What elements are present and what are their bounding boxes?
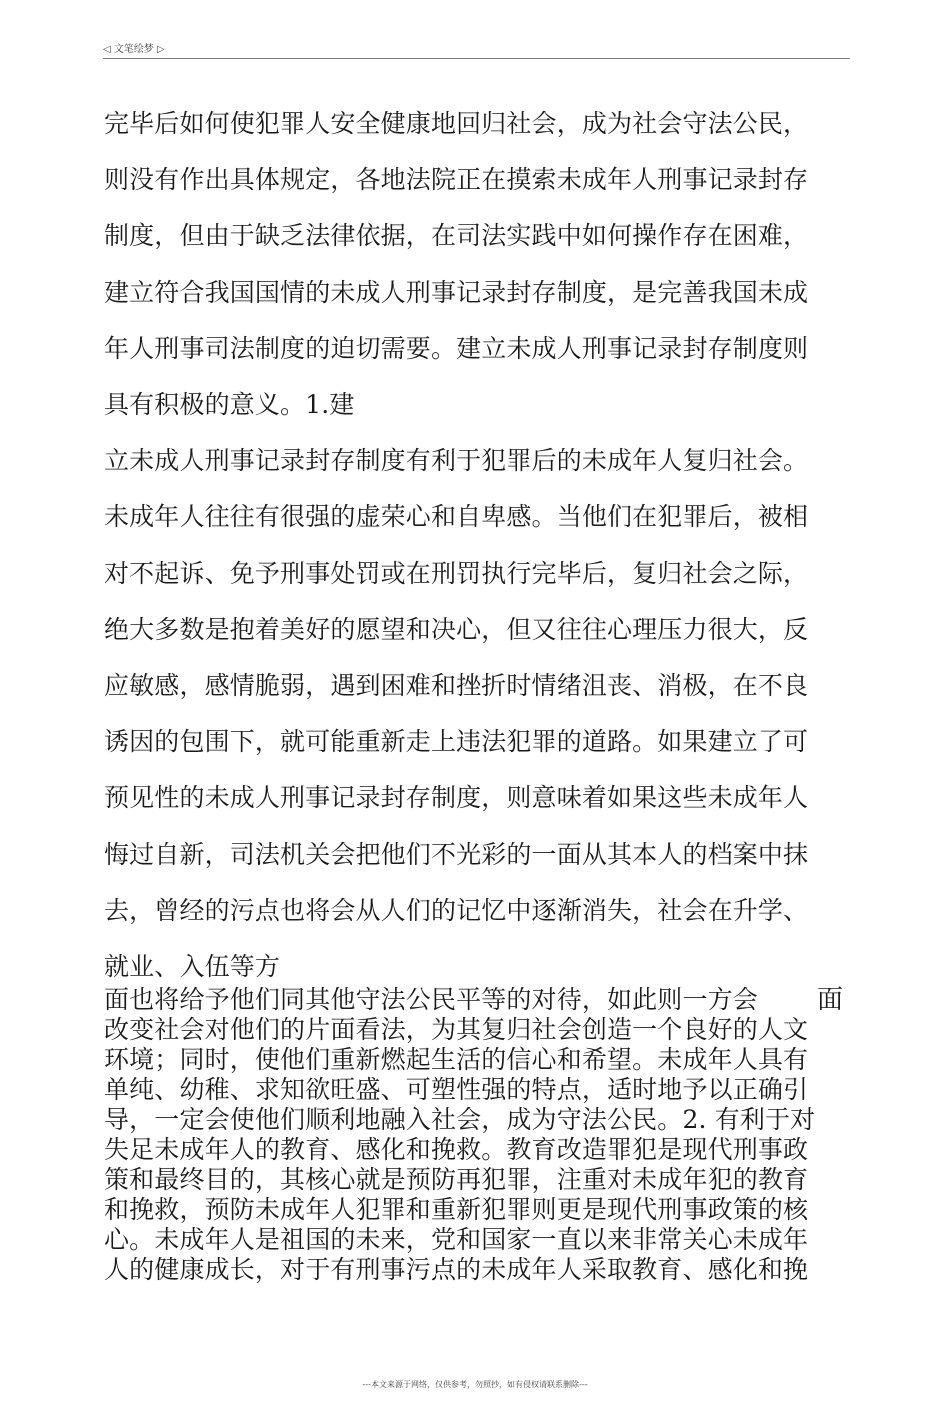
text-line: 对不起诉、免予刑事处罚或在刑罚执行完毕后，复归社会之际， [104, 558, 809, 588]
text-line: 心。未成年人是祖国的未来，党和国家一直以来非常关心未成年 [104, 1225, 809, 1254]
floating-character: 面 [817, 985, 844, 1015]
text-line: 失足未成年人的教育、感化和挽救。教育改造罪犯是现代刑事政 [104, 1135, 809, 1164]
text-line: 预见性的未成人刑事记录封存制度，则意味着如果这些未成年人 [104, 783, 809, 813]
page-header [103, 38, 850, 59]
text-line-content: 面也将给予他们同其他守法公民平等的对待，如此则一方会 [104, 985, 758, 1014]
text-line: 制度，但由于缺乏法律依据，在司法实践中如何操作存在困难， [104, 221, 809, 251]
text-line: 就业、入伍等方 [104, 952, 281, 982]
text-line: 立未成人刑事记录封存制度有利于犯罪后的未成年人复归社会。 [104, 446, 809, 476]
page-footer: ---本文来源于网络，仅供参考，勿照抄，如有侵权请联系删除--- [362, 1380, 588, 1389]
text-line: 诱因的包围下，就可能重新走上违法犯罪的道路。如果建立了可 [104, 727, 809, 757]
text-line: 策和最终目的，其核心就是预防再犯罪，注重对未成年犯的教育 [104, 1165, 809, 1194]
text-line: 具有积极的意义。1.建 [104, 390, 355, 420]
text-line: 应敏感，感情脆弱，遇到困难和挫折时情绪沮丧、消极，在不良 [104, 671, 809, 701]
text-line: 建立符合我国国情的未成人刑事记录封存制度，是完善我国未成 [104, 277, 809, 307]
text-line: 改变社会对他们的片面看法，为其复归社会创造一个良好的人文 [104, 1015, 809, 1044]
text-line-first [104, 985, 854, 1015]
text-line: 人的健康成长，对于有刑事污点的未成年人采取教育、感化和挽 [104, 1255, 809, 1284]
text-line: 去，曾经的污点也将会从人们的记忆中逐渐消失，社会在升学、 [104, 895, 809, 925]
text-line: 则没有作出具体规定，各地法院正在摸索未成年人刑事记录封存 [104, 165, 809, 195]
text-line: 导，一定会使他们顺利地融入社会，成为守法公民。2. 有利于对 [104, 1105, 816, 1134]
body-text-block-tight [104, 985, 854, 1285]
text-line: 悔过自新，司法机关会把他们不光彩的一面从其本人的档案中抹 [104, 839, 809, 869]
text-line: 环境；同时，使他们重新燃起生活的信心和希望。未成年人具有 [104, 1045, 809, 1074]
body-text-block-loose [104, 96, 854, 995]
text-line: 和挽救，预防未成年人犯罪和重新犯罪则更是现代刑事政策的核 [104, 1195, 809, 1224]
text-line: 完毕后如何使犯罪人安全健康地回归社会，成为社会守法公民， [104, 109, 809, 138]
text-line: 未成年人往往有很强的虚荣心和自卑感。当他们在犯罪后，被相 [104, 502, 809, 532]
text-line: 绝大多数是抱着美好的愿望和决心，但又往往心理压力很大，反 [104, 614, 809, 644]
header-title: ◁ 文笔绘梦 ▷ [103, 44, 165, 55]
text-line: 年人刑事司法制度的迫切需要。建立未成人刑事记录封存制度则 [104, 333, 809, 363]
text-line: 单纯、幼稚、求知欲旺盛、可塑性强的特点，适时地予以正确引 [104, 1075, 809, 1104]
